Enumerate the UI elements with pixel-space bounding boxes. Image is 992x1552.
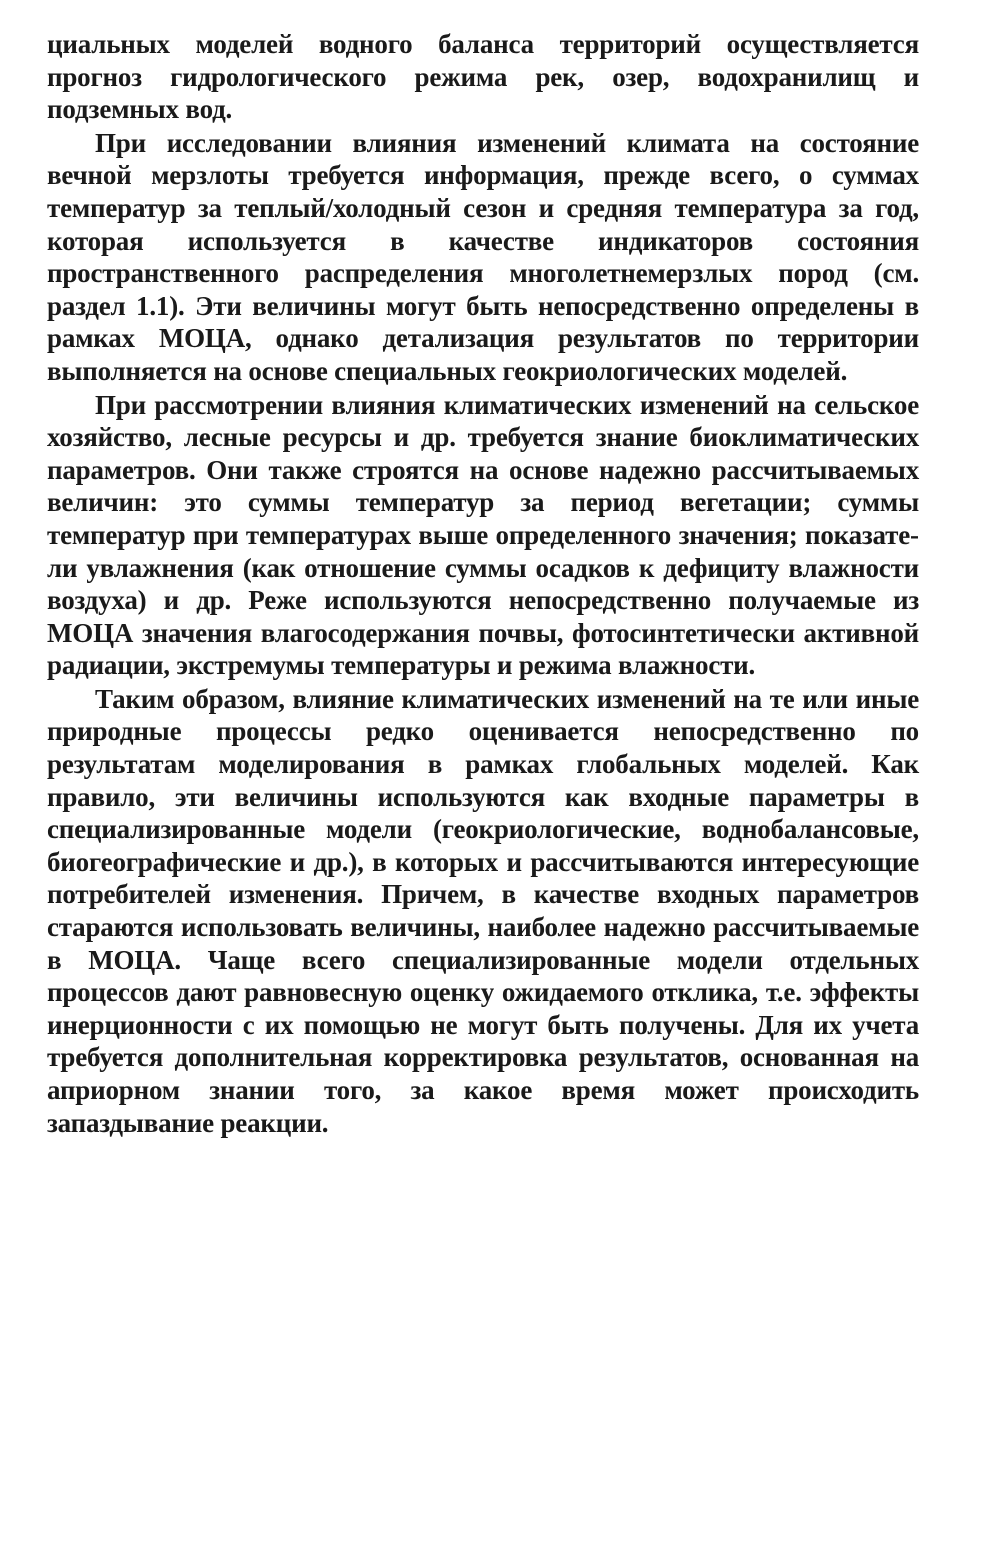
document-page (47, 28, 919, 1139)
paragraph-3: При рассмотрении влияния климатических изменений на сельское хозяйство, лесные ресурсы и др. требуется знание биоклиматических параметров. Они также строятся на основе надежно рассчитываемых величин: это суммы температур за период вегетации; суммы температур при температурах выше определенного значения; показатели увлажнения (как отношение суммы осадков к дефициту влажности воздуха) и др. Реже используются непосредственно получаемые из МОЦА значения влагосодержания почвы, фотосинтетически активной радиации, экстремумы температуры и режима влажности. (47, 389, 919, 681)
paragraph-1: циальных моделей водного баланса территорий осуществляется прогноз гидрологического режима рек, озер, водохранилищ и подземных вод. (47, 29, 919, 125)
paragraph-2: При исследовании влияния изменений климата на состояние вечной мерзлоты требуется информация, прежде всего, о суммах температур за теплый/холодный сезон и средняя температура за год, которая используется в качестве индикаторов состояния пространственного распределения многолетнемерзлых пород (см. раздел 1.1). Эти величины могут быть непосредственно определены в рамках МОЦА, однако детализация результатов по территории выполняется на основе специальных геокриологических моделей. (47, 127, 919, 386)
paragraph-4: Таким образом, влияние климатических изменений на те или иные природные процессы редко оценивается непосредственно по результатам моделирования в рамках глобальных моделей. Как правило, эти величины используются как входные параметры в специализированные модели (геокриологические, воднобалансовые, биогеографические и др.), в которых и рассчитываются интересующие потребителей изменения. Причем, в качестве входных параметров стараются использовать величины, наиболее надежно рассчитываемые в МОЦА. Чаще всего специализированные модели отдельных процессов дают равновесную оценку ожидаемого отклика, т.е. эффекты инерционности с их помощью не могут быть получены. Для их учета требуется дополнительная корректировка результатов, основанная на априорном знании того, за какое время может происходить запаздывание реакции. (47, 683, 919, 1138)
